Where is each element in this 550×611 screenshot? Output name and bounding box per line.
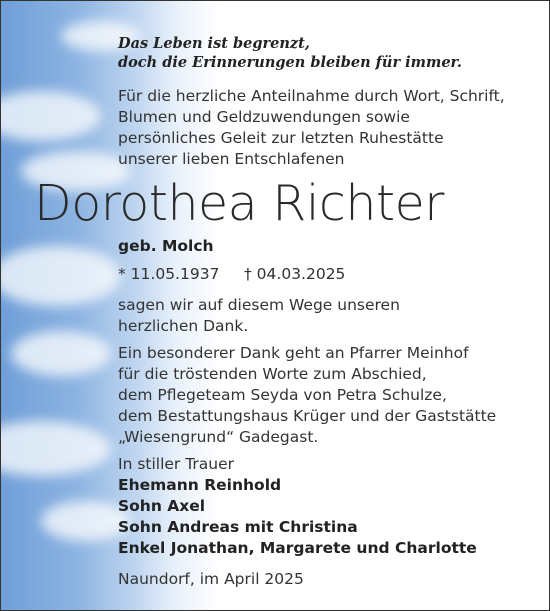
place-date: Naundorf, im April 2025 [118, 570, 304, 588]
mourner-name: Enkel Jonathan, Margarete und Charlotte [118, 539, 477, 557]
cloud-decoration [0, 421, 111, 476]
intro-line: Für die herzliche Anteilnahme durch Wort, Schrift, [118, 87, 505, 105]
deceased-name: Dorothea Richter [34, 175, 444, 232]
motto-line: Das Leben ist begrenzt, [118, 35, 310, 52]
special-thanks-line: Ein besonderer Dank geht an Pfarrer Meinhof [118, 344, 469, 362]
death-date: † 04.03.2025 [244, 265, 346, 283]
thanks-line: herzlichen Dank. [118, 317, 249, 335]
special-thanks-line: dem Bestattungshaus Krüger und der Gaststätte [118, 407, 497, 425]
mourner-name: Sohn Axel [118, 497, 206, 515]
motto-line: doch die Erinnerungen bleiben für immer. [118, 54, 462, 71]
thanks-line: sagen wir auf diesem Wege unseren [118, 296, 400, 314]
intro-line: Blumen und Geldzuwendungen sowie [118, 108, 410, 126]
intro-line: persönliches Geleit zur letzten Ruhestätte [118, 129, 444, 147]
special-thanks-line: dem Pflegeteam Seyda von Petra Schulze, [118, 386, 447, 404]
birth-name: geb. Molch [118, 237, 214, 255]
birth-date: * 11.05.1937 [118, 265, 220, 283]
cloud-decoration [11, 331, 111, 376]
cloud-decoration [0, 91, 101, 141]
intro-line: unserer lieben Entschlafenen [118, 150, 345, 168]
mourners-intro: In stiller Trauer [118, 455, 235, 473]
mourner-name: Sohn Andreas mit Christina [118, 518, 358, 536]
special-thanks-line: „Wiesengrund“ Gadegast. [118, 428, 319, 446]
mourner-name: Ehemann Reinhold [118, 476, 282, 494]
cloud-decoration [0, 246, 121, 306]
special-thanks-line: für die tröstenden Worte zum Abschied, [118, 365, 427, 383]
